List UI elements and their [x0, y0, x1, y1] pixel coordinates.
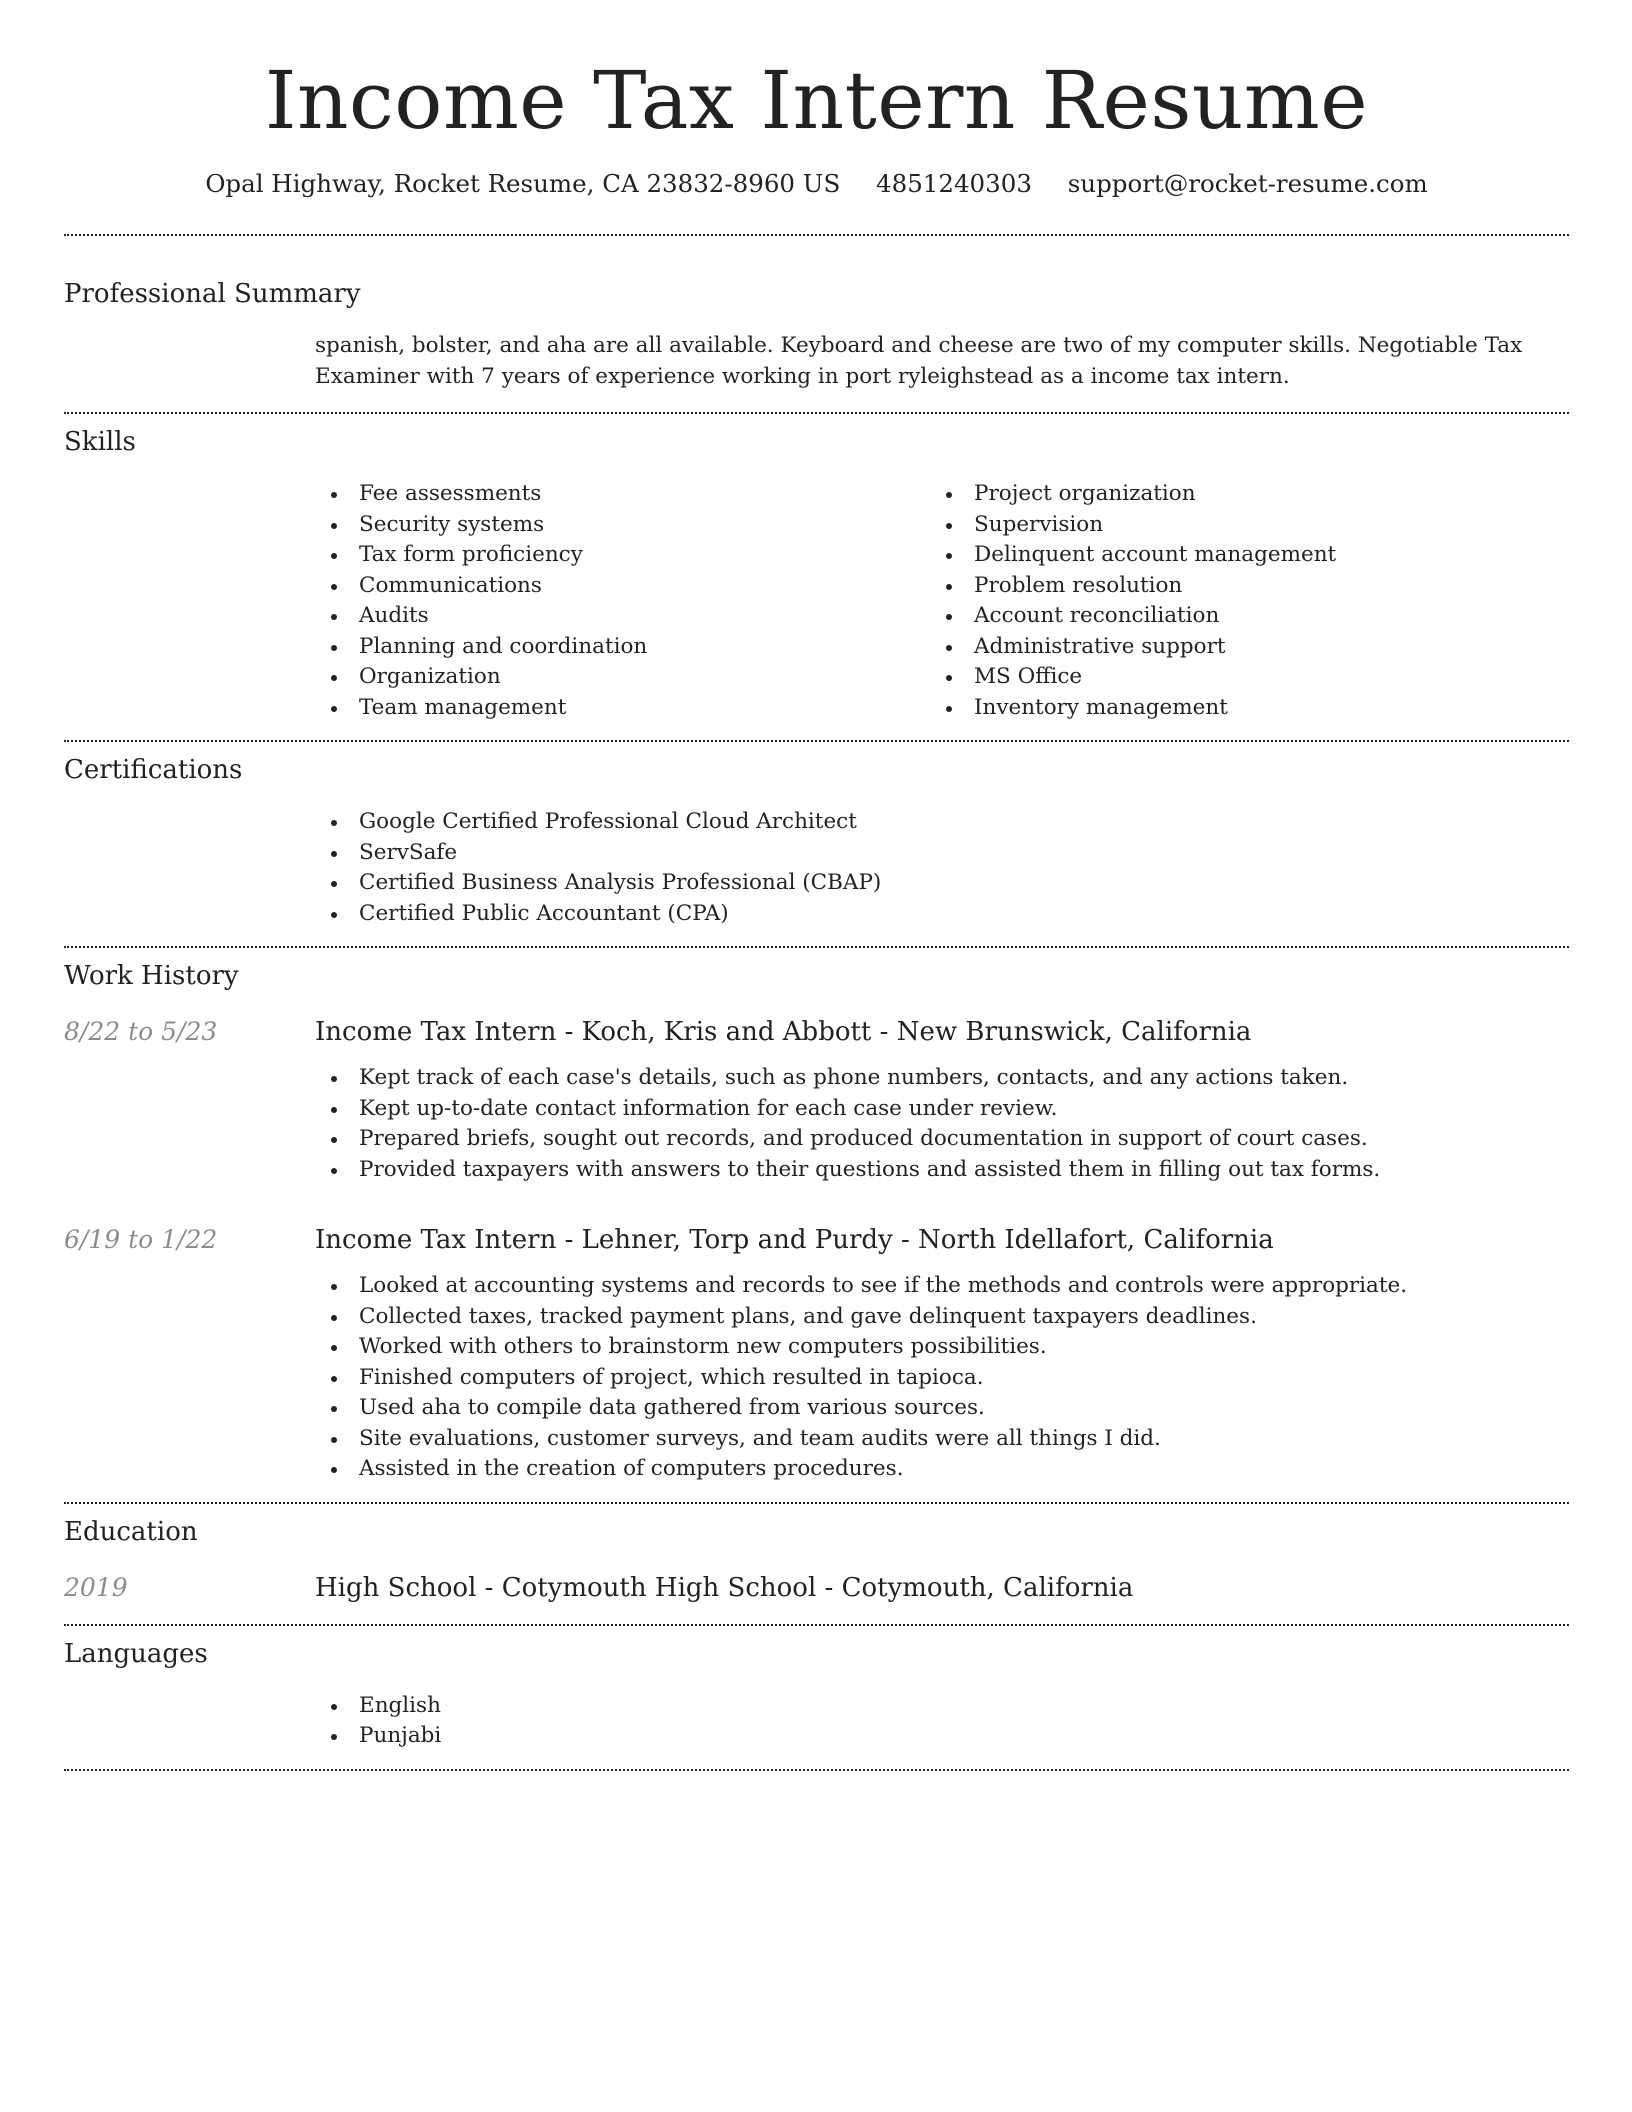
- divider: [64, 1769, 1569, 1771]
- education-year: 2019: [64, 1572, 128, 1602]
- job-heading: Income Tax Intern - Koch, Kris and Abbott - New Brunswick, California: [315, 1017, 1252, 1047]
- job-dates: 8/22 to 5/23: [64, 1017, 218, 1046]
- skills-section: [64, 425, 1569, 723]
- skill-item: Organization: [315, 662, 930, 693]
- skill-item: Planning and coordination: [315, 632, 930, 663]
- resume-title: Income Tax Intern Resume: [264, 54, 1369, 147]
- address: Opal Highway, Rocket Resume, CA 23832-8960 US: [205, 169, 841, 198]
- job-bullet: Prepared briefs, sought out records, and produced documentation in support of court cases.: [315, 1124, 1569, 1155]
- summary-section: [64, 277, 1569, 392]
- education-section: [64, 1515, 1569, 1605]
- skills-list-left: [315, 479, 930, 723]
- job-heading: Income Tax Intern - Lehner, Torp and Purdy - North Idellafort, California: [315, 1225, 1274, 1255]
- summary-text: spanish, bolster, and aha are all available. Keyboard and cheese are two of my computer skills. Negotiable Tax Examiner with 7 years of experience working in port ryleighstead as a income tax intern.: [315, 333, 1523, 389]
- job-bullets: [315, 1063, 1569, 1185]
- job-bullet: Finished computers of project, which resulted in tapioca.: [315, 1363, 1569, 1394]
- job-bullet: Collected taxes, tracked payment plans, and gave delinquent taxpayers deadlines.: [315, 1302, 1569, 1333]
- job-bullet: Kept up-to-date contact information for each case under review.: [315, 1094, 1569, 1125]
- skill-item: Supervision: [930, 510, 1545, 541]
- email: support@rocket-resume.com: [1067, 169, 1428, 198]
- job-bullet: Site evaluations, customer surveys, and team audits were all things I did.: [315, 1424, 1569, 1455]
- job-entry: [64, 1015, 1569, 1185]
- job-bullets: [315, 1271, 1569, 1485]
- skills-list-right: [930, 479, 1545, 723]
- skill-item: Project organization: [930, 479, 1545, 510]
- certification-item: Certified Public Accountant (CPA): [315, 899, 1569, 930]
- language-item: Punjabi: [315, 1721, 1569, 1752]
- divider: [64, 1624, 1569, 1626]
- phone: 4851240303: [876, 169, 1032, 198]
- contact-line: [64, 168, 1569, 200]
- job-bullet: Worked with others to brainstorm new computers possibilities.: [315, 1332, 1569, 1363]
- languages-section: [64, 1637, 1569, 1752]
- resume-page: [64, 0, 1569, 1771]
- skill-item: Administrative support: [930, 632, 1545, 663]
- skill-item: Account reconciliation: [930, 601, 1545, 632]
- job-bullet: Assisted in the creation of computers procedures.: [315, 1454, 1569, 1485]
- skill-item: Audits: [315, 601, 930, 632]
- skill-item: Delinquent account management: [930, 540, 1545, 571]
- skill-item: Inventory management: [930, 693, 1545, 724]
- job-bullet: Looked at accounting systems and records to see if the methods and controls were appropriate.: [315, 1271, 1569, 1302]
- education-entry: [64, 1571, 1569, 1605]
- certification-item: Certified Business Analysis Professional (CBAP): [315, 868, 1569, 899]
- divider: [64, 1502, 1569, 1504]
- certifications-list: [315, 807, 1569, 929]
- languages-heading: Languages: [64, 1638, 208, 1669]
- certifications-section: [64, 753, 1569, 929]
- job-bullet: Kept track of each case's details, such as phone numbers, contacts, and any actions taken.: [315, 1063, 1569, 1094]
- divider: [64, 946, 1569, 948]
- divider: [64, 234, 1569, 236]
- skill-item: Team management: [315, 693, 930, 724]
- language-item: English: [315, 1691, 1569, 1722]
- languages-list: [315, 1691, 1569, 1752]
- education-heading: Education: [64, 1516, 198, 1547]
- skill-item: Communications: [315, 571, 930, 602]
- skills-heading: Skills: [64, 427, 136, 457]
- job-bullet: Provided taxpayers with answers to their questions and assisted them in filling out tax forms.: [315, 1155, 1569, 1186]
- education-heading-line: High School - Cotymouth High School - Cotymouth, California: [315, 1572, 1134, 1603]
- skill-item: MS Office: [930, 662, 1545, 693]
- work-history-section: [64, 959, 1569, 1485]
- summary-heading: Professional Summary: [64, 279, 361, 309]
- job-dates: 6/19 to 1/22: [64, 1225, 218, 1254]
- skill-item: Security systems: [315, 510, 930, 541]
- job-bullet: Used aha to compile data gathered from various sources.: [315, 1393, 1569, 1424]
- divider: [64, 412, 1569, 414]
- skill-item: Problem resolution: [930, 571, 1545, 602]
- work-history-heading: Work History: [64, 961, 239, 991]
- certification-item: ServSafe: [315, 838, 1569, 869]
- certifications-heading: Certifications: [64, 755, 243, 785]
- job-entry: [64, 1223, 1569, 1485]
- certification-item: Google Certified Professional Cloud Architect: [315, 807, 1569, 838]
- skill-item: Fee assessments: [315, 479, 930, 510]
- divider: [64, 740, 1569, 742]
- skill-item: Tax form proficiency: [315, 540, 930, 571]
